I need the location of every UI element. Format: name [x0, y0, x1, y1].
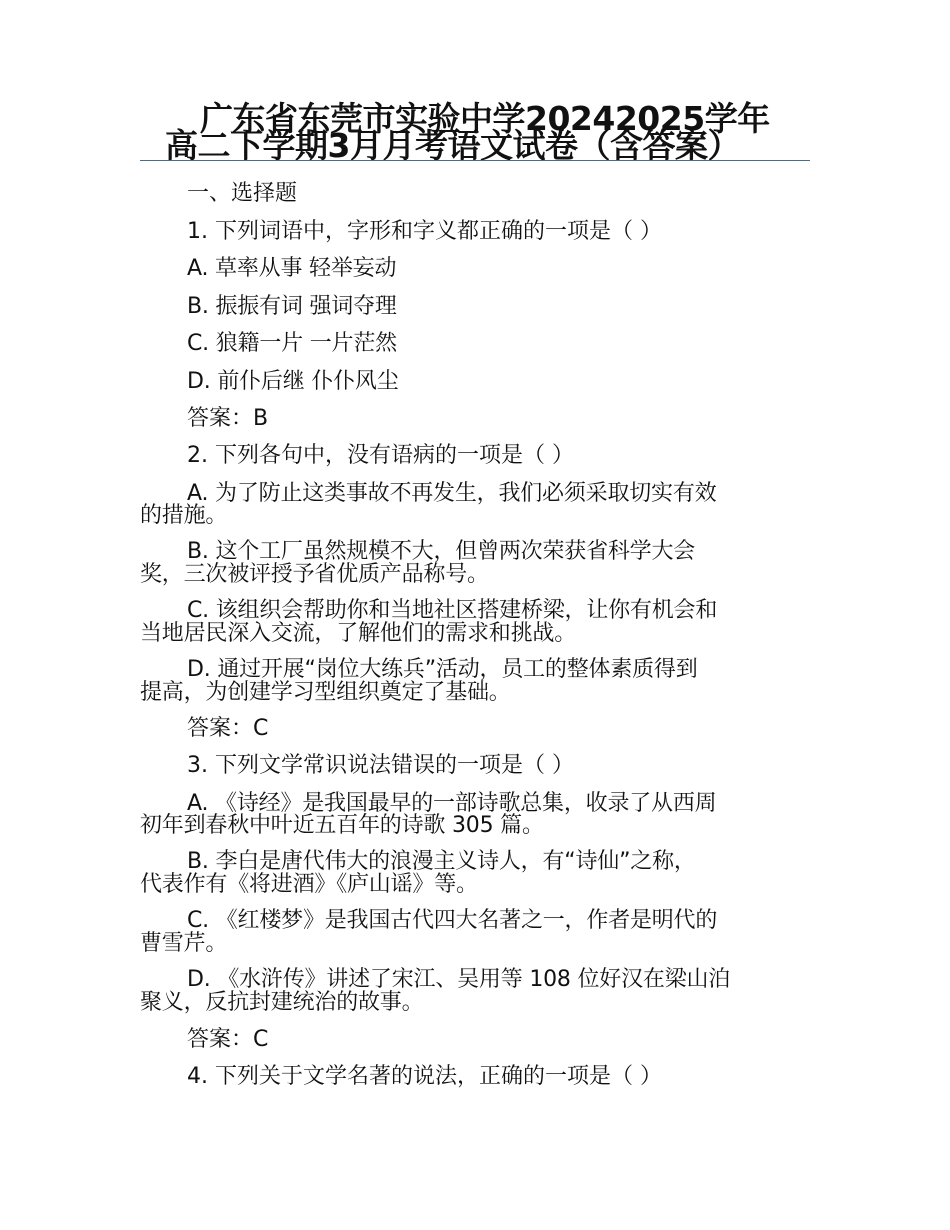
question-3-stem: 3. 下列文学常识说法错误的一项是（ ） — [187, 753, 574, 778]
question-2-option-b-line2: 奖，三次被评授予省优质产品称号。 — [140, 562, 489, 587]
question-3-option-d-line1: D. 《水浒传》讲述了宋江、吴用等 108 位好汉在梁山泊 — [187, 967, 731, 992]
question-2-option-a-line2: 的措施。 — [140, 503, 228, 528]
question-2-option-a-line1: A. 为了防止这类事故不再发生，我们必须采取切实有效 — [187, 481, 717, 506]
question-1-option-a: A. 草率从事 轻举妄动 — [187, 256, 397, 281]
question-1-option-c: C. 狼籍一片 一片茫然 — [187, 331, 397, 356]
question-1-answer: 答案：B — [187, 406, 269, 431]
question-3-option-a-line2: 初年到春秋中叶近五百年的诗歌 305 篇。 — [140, 813, 544, 838]
title-line-2: 高二下学期3月月考语文试卷（含答案） — [165, 126, 740, 165]
title-underline — [140, 160, 810, 161]
question-2-option-d-line1: D. 通过开展“岗位大练兵”活动，员工的整体素质得到 — [187, 657, 698, 682]
question-2-option-c-line2: 当地居民深入交流，了解他们的需求和挑战。 — [140, 621, 577, 646]
section-heading: 一、选择题 — [187, 181, 298, 206]
question-3-answer: 答案：C — [187, 1027, 269, 1052]
question-1-option-b: B. 振振有词 强词夺理 — [187, 294, 397, 319]
question-1-option-d: D. 前仆后继 仆仆风尘 — [187, 369, 399, 394]
question-2-option-d-line2: 提高，为创建学习型组织奠定了基础。 — [140, 680, 511, 705]
question-3-option-b-line2: 代表作有《将进酒》《庐山谣》等。 — [140, 872, 478, 897]
question-2-option-c-line1: C. 该组织会帮助你和当地社区搭建桥梁，让你有机会和 — [187, 598, 718, 623]
question-3-option-a-line1: A. 《诗经》是我国最早的一部诗歌总集，收录了从西周 — [187, 791, 717, 816]
question-3-option-c-line2: 曹雪芹。 — [140, 931, 228, 956]
question-1-stem: 1. 下列词语中，字形和字义都正确的一项是（ ） — [187, 219, 662, 244]
question-3-option-c-line1: C. 《红楼梦》是我国古代四大名著之一，作者是明代的 — [187, 908, 718, 933]
title-line-1: 广东省东莞市实验中学20242025学年 — [200, 99, 770, 138]
question-2-answer: 答案：C — [187, 716, 269, 741]
question-4-stem: 4. 下列关于文学名著的说法，正确的一项是（ ） — [187, 1064, 662, 1089]
question-3-option-d-line2: 聚义，反抗封建统治的故事。 — [140, 990, 424, 1015]
question-3-option-b-line1: B. 李白是唐代伟大的浪漫主义诗人，有“诗仙”之称， — [187, 849, 696, 874]
question-2-stem: 2. 下列各句中，没有语病的一项是（ ） — [187, 443, 574, 468]
question-2-option-b-line1: B. 这个工厂虽然规模不大，但曾两次荣获省科学大会 — [187, 539, 696, 564]
